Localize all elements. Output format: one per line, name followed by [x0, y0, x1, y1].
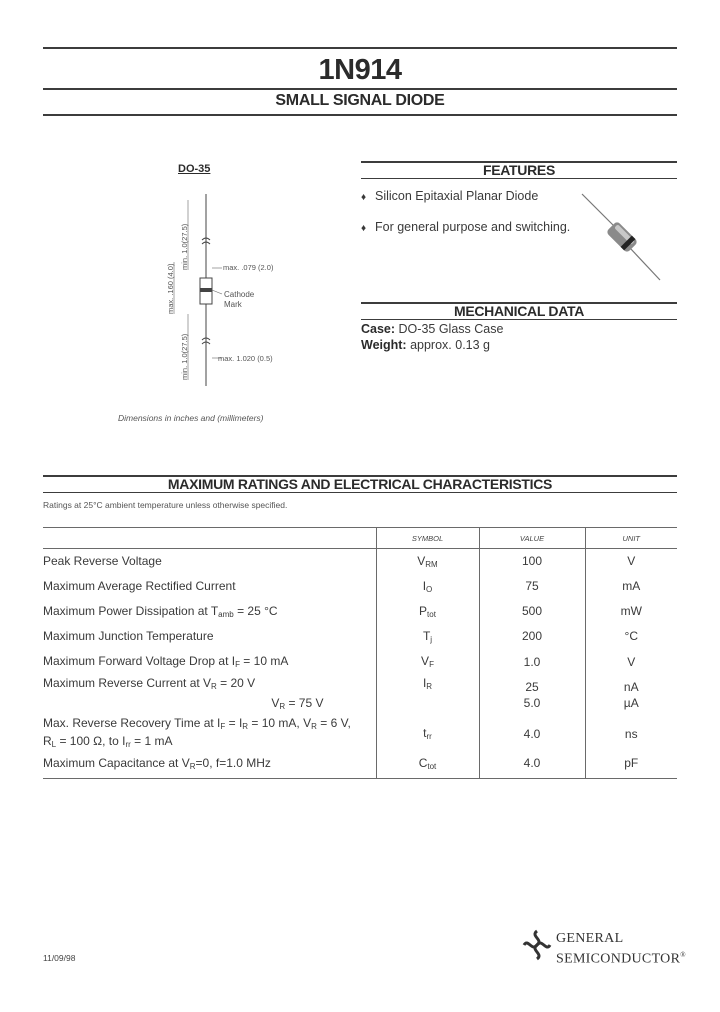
case-line [361, 322, 503, 336]
footer-date: 11/09/98 [43, 953, 76, 963]
registered-mark: ® [680, 951, 686, 959]
value-cell: 500 [479, 599, 585, 624]
param-header [43, 528, 376, 549]
dim-top-lead-label: min. 1.0(27.5) [180, 223, 189, 270]
param-text: V [271, 695, 280, 710]
param-line [43, 716, 376, 734]
table-row [43, 549, 677, 574]
feature-text: Silicon Epitaxial Planar Diode [375, 189, 539, 203]
symbol-sub: RM [425, 559, 438, 569]
param-text: = 20 V [216, 675, 256, 690]
table-row [43, 624, 677, 649]
param-text: =0, f=1.0 MHz [195, 755, 271, 770]
mechanical-heading: MECHANICAL DATA [453, 303, 585, 319]
cathode-mark-label [224, 290, 254, 310]
symbol-cell [376, 574, 479, 599]
param-text: = 25 °C [233, 603, 278, 618]
param-cell: Maximum Junction Temperature [43, 629, 214, 643]
param-sub: R [279, 701, 286, 711]
symbol-cell [376, 753, 479, 779]
param-line [43, 695, 376, 715]
unit-cell: °C [585, 624, 677, 649]
param-sub: F [220, 721, 226, 731]
symbol-cell [376, 715, 479, 753]
ratings-heading: MAXIMUM RATINGS AND ELECTRICAL CHARACTERISTICS [167, 476, 553, 492]
symbol-sub: O [426, 584, 433, 594]
unit-cell: ns [585, 715, 677, 753]
logo-line: GENERAL [556, 931, 624, 946]
symbol-text: I [422, 578, 427, 593]
symbol-cell [376, 599, 479, 624]
table-row [43, 715, 677, 753]
page-title: 1N914 [318, 54, 402, 86]
param-cell: Maximum Average Rectified Current [43, 579, 236, 593]
param-text: = 1 mA [130, 733, 173, 748]
param-line [43, 675, 376, 695]
feature-item [361, 220, 570, 234]
symbol-cell [376, 549, 479, 574]
ratings-table [43, 527, 677, 779]
param-sub: L [51, 739, 57, 749]
symbol-header: SYMBOL [376, 528, 479, 549]
value-cell: 4.0 [479, 715, 585, 753]
features-underline [361, 178, 677, 179]
param-text: = 100 Ω, to I [56, 733, 126, 748]
table-row [43, 649, 677, 675]
param-cell [43, 649, 376, 675]
diode-photo-icon [578, 188, 664, 284]
value-cell: 75 [479, 574, 585, 599]
bullet-icon: ♦ [361, 192, 367, 203]
param-sub: amb [218, 609, 234, 619]
param-cell [43, 599, 376, 624]
unit-text: µA [623, 695, 639, 710]
logo-line [556, 947, 686, 968]
param-text: Maximum Forward Voltage Drop at I [43, 654, 236, 668]
param-line [43, 734, 376, 752]
symbol-cell [376, 675, 479, 715]
symbol-sub: rr [426, 732, 432, 741]
symbol-sub: R [426, 681, 433, 691]
unit-header: UNIT [585, 528, 677, 549]
page-subtitle: SMALL SIGNAL DIODE [275, 92, 445, 109]
mark-text: Mark [224, 300, 242, 309]
subtitle-rule [43, 114, 677, 116]
symbol-text: V [417, 553, 426, 568]
symbol-sub: j [430, 634, 433, 644]
table-row [43, 753, 677, 779]
unit-cell: mA [585, 574, 677, 599]
case-label: Case: [361, 322, 396, 336]
unit-text: nA [623, 679, 639, 694]
param-text: = 6 V, [316, 715, 351, 730]
unit-cell: V [585, 549, 677, 574]
table-row [43, 675, 677, 715]
unit-cell [585, 675, 677, 715]
bullet-icon: ♦ [361, 223, 367, 234]
param-cell [43, 715, 376, 753]
param-sub: R [242, 721, 249, 731]
symbol-text: P [419, 603, 428, 618]
weight-value: approx. 0.13 g [410, 338, 490, 352]
unit-cell: mW [585, 599, 677, 624]
param-cell [43, 753, 376, 779]
features-heading: FEATURES [482, 162, 555, 178]
value-cell: 200 [479, 624, 585, 649]
symbol-sub: tot [427, 761, 437, 771]
param-sub: F [235, 660, 240, 669]
table-row [43, 574, 677, 599]
table-header-row [43, 528, 677, 549]
param-text: = I [225, 715, 243, 730]
ratings-underline [43, 492, 677, 493]
mechanical-underline [361, 319, 677, 320]
case-value: DO-35 Glass Case [398, 322, 504, 336]
param-cell: Peak Reverse Voltage [43, 554, 162, 569]
title-rule [43, 88, 677, 90]
param-sub: R [189, 761, 196, 771]
value-cell: 100 [479, 549, 585, 574]
param-cell [43, 675, 376, 715]
param-text: Maximum Capacitance at V [43, 755, 190, 770]
param-text: Maximum Reverse Current at V [43, 675, 212, 690]
symbol-cell [376, 649, 479, 675]
unit-cell: V [585, 649, 677, 675]
symbol-sub: F [429, 660, 434, 669]
general-semiconductor-logo-icon [520, 928, 554, 962]
symbol-cell [376, 624, 479, 649]
company-logo-text [556, 931, 686, 968]
param-text: = 10 mA, V [248, 715, 312, 730]
package-name: DO-35 [178, 163, 211, 175]
symbol-sub: tot [427, 609, 436, 619]
symbol-text: t [423, 726, 427, 740]
ratings-note: Ratings at 25°C ambient temperature unless otherwise specified. [43, 500, 288, 510]
param-sub: R [211, 681, 217, 691]
value-text: 5.0 [523, 695, 541, 710]
dim-lead-diameter-label: max. 1.020 (0.5) [218, 354, 273, 363]
dim-body-diameter-label: max. .079 (2.0) [223, 263, 274, 272]
unit-cell: pF [585, 753, 677, 779]
value-text: 25 [525, 679, 539, 694]
symbol-text: C [418, 755, 428, 770]
feature-item [361, 189, 538, 203]
logo-text: SEMICONDUCTOR [556, 951, 681, 967]
param-text: = 75 V [285, 695, 324, 710]
dim-total-label: max. .160 (4.0) [166, 263, 175, 314]
table-row [43, 599, 677, 624]
weight-line [361, 338, 490, 352]
weight-label: Weight: [361, 338, 407, 352]
param-text: R [43, 733, 52, 748]
cathode-text: Cathode [224, 290, 255, 299]
top-rule [43, 47, 677, 49]
dim-bottom-lead-label: min. 1.0(27.5) [180, 333, 189, 380]
param-text: Max. Reverse Recovery Time at I [43, 715, 221, 730]
feature-text: For general purpose and switching. [375, 220, 571, 234]
value-cell: 4.0 [479, 753, 585, 779]
symbol-text: I [422, 675, 427, 690]
symbol-text: V [421, 654, 430, 668]
value-header: VALUE [479, 528, 585, 549]
param-text: = 10 mA [239, 654, 289, 668]
dimensions-note: Dimensions in inches and (millimeters) [118, 413, 264, 423]
value-cell: 1.0 [479, 649, 585, 675]
param-sub: R [311, 721, 317, 731]
param-text: Maximum Power Dissipation at T [43, 603, 219, 618]
param-sub: rr [125, 739, 131, 749]
value-cell [479, 675, 585, 715]
symbol-text: T [422, 628, 431, 643]
